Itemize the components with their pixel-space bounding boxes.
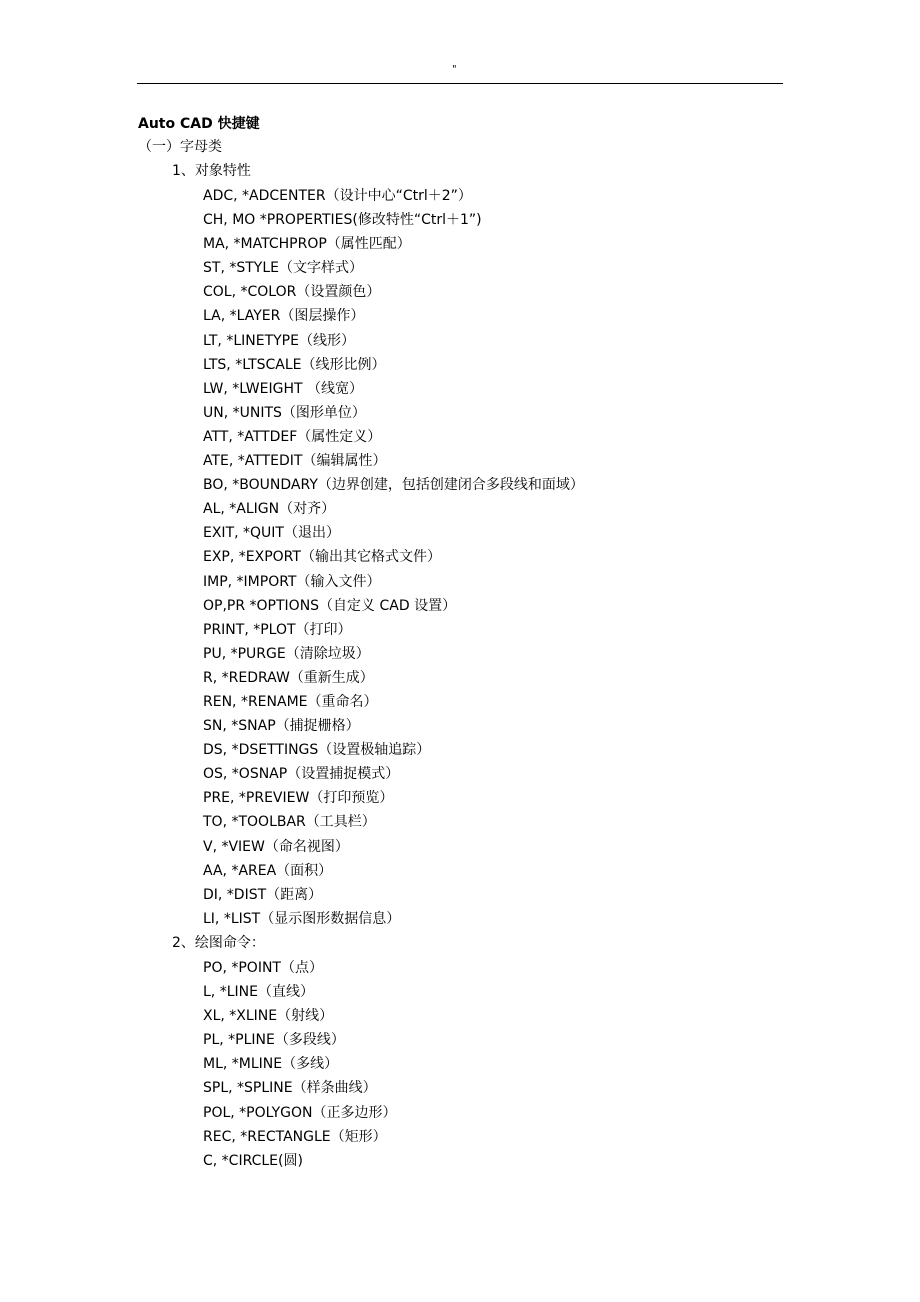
command-list-object-properties xyxy=(203,185,584,932)
command-entry: CH, MO *PROPERTIES(修改特性“Ctrl＋1”) xyxy=(203,212,482,229)
command-entry: LI, *LIST（显示图形数据信息） xyxy=(203,910,401,927)
command-entry: TO, *TOOLBAR（工具栏） xyxy=(203,814,376,831)
command-entry: LW, *LWEIGHT （线宽） xyxy=(203,380,363,397)
command-entry: EXP, *EXPORT（输出其它格式文件） xyxy=(203,549,441,566)
command-entry: XL, *XLINE（射线） xyxy=(203,1008,334,1025)
command-entry: PL, *PLINE（多段线） xyxy=(203,1032,345,1049)
command-entry: SN, *SNAP（捕捉栅格） xyxy=(203,718,360,735)
header-mark: " xyxy=(452,64,457,75)
command-entry: PU, *PURGE（清除垃圾） xyxy=(203,645,370,662)
command-entry: AL, *ALIGN（对齐） xyxy=(203,501,336,518)
command-entry: LT, *LINETYPE（线形） xyxy=(203,332,355,349)
command-list-drawing-commands xyxy=(203,957,396,1174)
command-entry: MA, *MATCHPROP（属性匹配） xyxy=(203,236,411,253)
command-entry: ST, *STYLE（文字样式） xyxy=(203,260,363,277)
command-entry: ATE, *ATTEDIT（编辑属性） xyxy=(203,453,387,470)
command-entry: PO, *POINT（点） xyxy=(203,960,323,976)
command-entry: LTS, *LTSCALE（线形比例） xyxy=(203,356,386,373)
command-entry: ADC, *ADCENTER（设计中心“Ctrl＋2”） xyxy=(203,188,472,204)
command-entry: BO, *BOUNDARY（边界创建，包括创建闭合多段线和面域） xyxy=(203,477,584,494)
command-entry: SPL, *SPLINE（样条曲线） xyxy=(203,1080,377,1097)
section-heading: （一）字母类 xyxy=(138,139,222,155)
command-entry: OS, *OSNAP（设置捕捉模式） xyxy=(203,766,400,783)
command-entry: POL, *POLYGON（正多边形） xyxy=(203,1104,397,1121)
group-heading-drawing-commands: 2、绘图命令： xyxy=(172,935,265,951)
command-entry: PRE, *PREVIEW（打印预览） xyxy=(203,790,394,807)
command-entry: L, *LINE（直线） xyxy=(203,984,314,1001)
command-entry: LA, *LAYER（图层操作） xyxy=(203,308,365,325)
header-rule xyxy=(137,83,783,84)
command-entry: DS, *DSETTINGS（设置极轴追踪） xyxy=(203,742,431,759)
document-title: Auto CAD 快捷键 xyxy=(138,116,260,132)
group-heading-object-properties: 1、对象特性 xyxy=(172,163,251,179)
command-entry: REC, *RECTANGLE（矩形） xyxy=(203,1128,387,1145)
command-entry: OP,PR *OPTIONS（自定义 CAD 设置） xyxy=(203,597,457,614)
command-entry: REN, *RENAME（重命名） xyxy=(203,693,378,710)
command-entry: PRINT, *PLOT（打印） xyxy=(203,621,352,638)
command-entry: EXIT, *QUIT（退出） xyxy=(203,525,340,542)
command-entry: IMP, *IMPORT（输入文件） xyxy=(203,573,381,590)
command-entry: V, *VIEW（命名视图） xyxy=(203,838,349,855)
command-entry: AA, *AREA（面积） xyxy=(203,862,333,879)
command-entry: ML, *MLINE（多线） xyxy=(203,1056,339,1073)
command-entry: ATT, *ATTDEF（属性定义） xyxy=(203,428,382,445)
command-entry: COL, *COLOR（设置颜色） xyxy=(203,284,381,301)
command-entry: C, *CIRCLE(圆) xyxy=(203,1152,303,1169)
command-entry: R, *REDRAW（重新生成） xyxy=(203,669,374,686)
command-entry: UN, *UNITS（图形单位） xyxy=(203,404,366,421)
command-entry: DI, *DIST（距离） xyxy=(203,886,323,903)
